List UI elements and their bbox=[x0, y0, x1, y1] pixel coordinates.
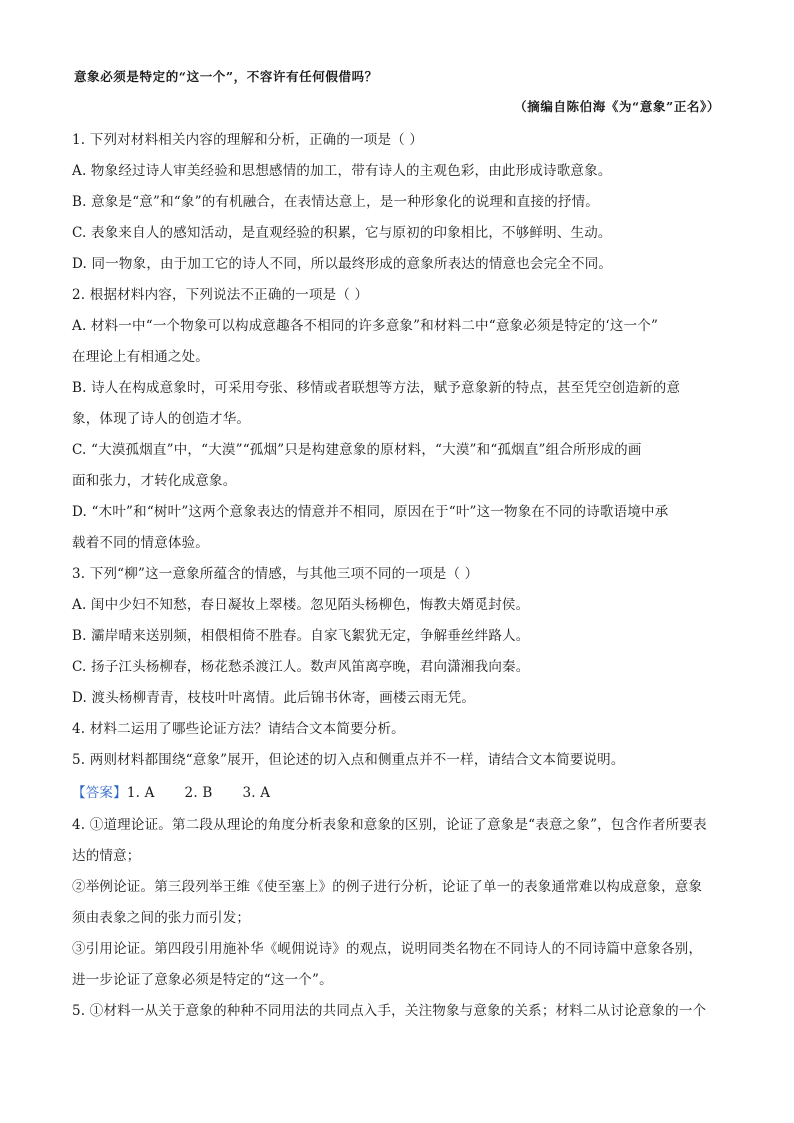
answer-4-point-3-line-2: 进一步论证了意象必须是特定的“这一个”。 bbox=[72, 972, 333, 988]
question-4-stem: 4. 材料二运用了哪些论证方法？请结合文本简要分析。 bbox=[72, 721, 405, 737]
answer-4-point-2-line-1: ②举例论证。第三段列举王维《使至塞上》的例子进行分析，论证了单一的表象通常难以构成意象，意象 bbox=[72, 879, 703, 895]
answer-2: 2. B bbox=[184, 785, 213, 801]
answer-4-point-1-line-2: 达的情意； bbox=[72, 848, 141, 864]
answer-4-point-2-line-2: 须由表象之间的张力而引发； bbox=[72, 910, 251, 926]
answer-5-line-1: 5. ①材料一从关于意象的种种不同用法的共同点入手，关注物象与意象的关系；材料二从讨论意象的一个 bbox=[72, 1003, 707, 1019]
question-3-option-b: B. 灞岸晴来送别频，相偎相倚不胜春。自家飞絮犹无定，争解垂丝绊路人。 bbox=[72, 628, 530, 644]
question-3-option-a: A. 闺中少妇不知愁，春日凝妆上翠楼。忽见陌头杨柳色，悔教夫婿觅封侯。 bbox=[72, 597, 530, 613]
answer-3: 3. A bbox=[242, 785, 271, 801]
question-1-option-c: C. 表象来自人的感知活动，是直观经验的积累，它与原初的印象相比，不够鲜明、生动。 bbox=[72, 225, 612, 241]
question-2-option-a-line-2: 在理论上有相通之处。 bbox=[72, 349, 209, 365]
question-1-stem: 1. 下列对材料相关内容的理解和分析，正确的一项是（ ） bbox=[72, 132, 424, 148]
answer-4-point-3-line-1: ③引用论证。第四段引用施补华《岘佣说诗》的观点，说明同类名物在不同诗人的不同诗篇中意象各别， bbox=[72, 941, 703, 957]
answer-tag: 【答案】 bbox=[72, 785, 127, 801]
question-5-stem: 5. 两则材料都围绕“意象”展开，但论述的切入点和侧重点并不一样，请结合文本简要说明。 bbox=[72, 752, 625, 768]
passage-source: （摘编自陈伯海《为“意象”正名》） bbox=[514, 99, 720, 114]
question-2-option-d-line-2: 载着不同的情意体验。 bbox=[72, 535, 209, 551]
question-1-option-d: D. 同一物象，由于加工它的诗人不同，所以最终形成的意象所表达的情意也会完全不同。 bbox=[72, 256, 613, 272]
answer-1: 1. A bbox=[126, 785, 155, 801]
question-2-option-b-line-1: B. 诗人在构成意象时，可采用夸张、移情或者联想等方法，赋予意象新的特点，甚至凭空创造新的意 bbox=[72, 380, 681, 396]
question-2-option-a-line-1: A. 材料一中“一个物象可以构成意趣各不相同的许多意象”和材料二中“意象必须是特定的‘这一个” bbox=[72, 318, 659, 334]
question-1-option-a: A. 物象经过诗人审美经验和思想感情的加工，带有诗人的主观色彩，由此形成诗歌意象。 bbox=[72, 163, 612, 179]
question-2-option-c-line-1: C. “大漠孤烟直”中，“大漠”“孤烟”只是构建意象的原材料，“大漠”和“孤烟直”组合所形成的画 bbox=[72, 442, 642, 458]
question-3-stem: 3. 下列“柳”这一意象所蕴含的情感，与其他三项不同的一项是（ ） bbox=[72, 566, 479, 582]
question-1-option-b: B. 意象是“意”和“象”的有机融合，在表情达意上，是一种形象化的说理和直接的抒情。 bbox=[72, 194, 600, 210]
question-2-option-c-line-2: 面和张力，才转化成意象。 bbox=[72, 473, 237, 489]
question-2-stem: 2. 根据材料内容，下列说法不正确的一项是（ ） bbox=[72, 287, 369, 303]
question-3-option-d: D. 渡头杨柳青青，枝枝叶叶离情。此后锦书休寄，画楼云雨无凭。 bbox=[72, 690, 476, 706]
question-2-option-d-line-1: D. “木叶”和“树叶”这两个意象表达的情意并不相同，原因在于“叶”这一物象在不同的诗歌语境中承 bbox=[72, 504, 669, 520]
passage-closing-line: 意象必须是特定的“这一个”，不容许有任何假借吗？ bbox=[74, 69, 378, 84]
answer-key-line bbox=[72, 783, 270, 803]
question-2-option-b-line-2: 象，体现了诗人的创造才华。 bbox=[72, 411, 251, 427]
question-3-option-c: C. 扬子江头杨柳春，杨花愁杀渡江人。数声风笛离亭晚，君向潇湘我向秦。 bbox=[72, 659, 530, 675]
answer-4-point-1-line-1: 4. ①道理论证。第二段从理论的角度分析表象和意象的区别，论证了意象是“表意之象”，包含作者所要表 bbox=[72, 817, 707, 833]
